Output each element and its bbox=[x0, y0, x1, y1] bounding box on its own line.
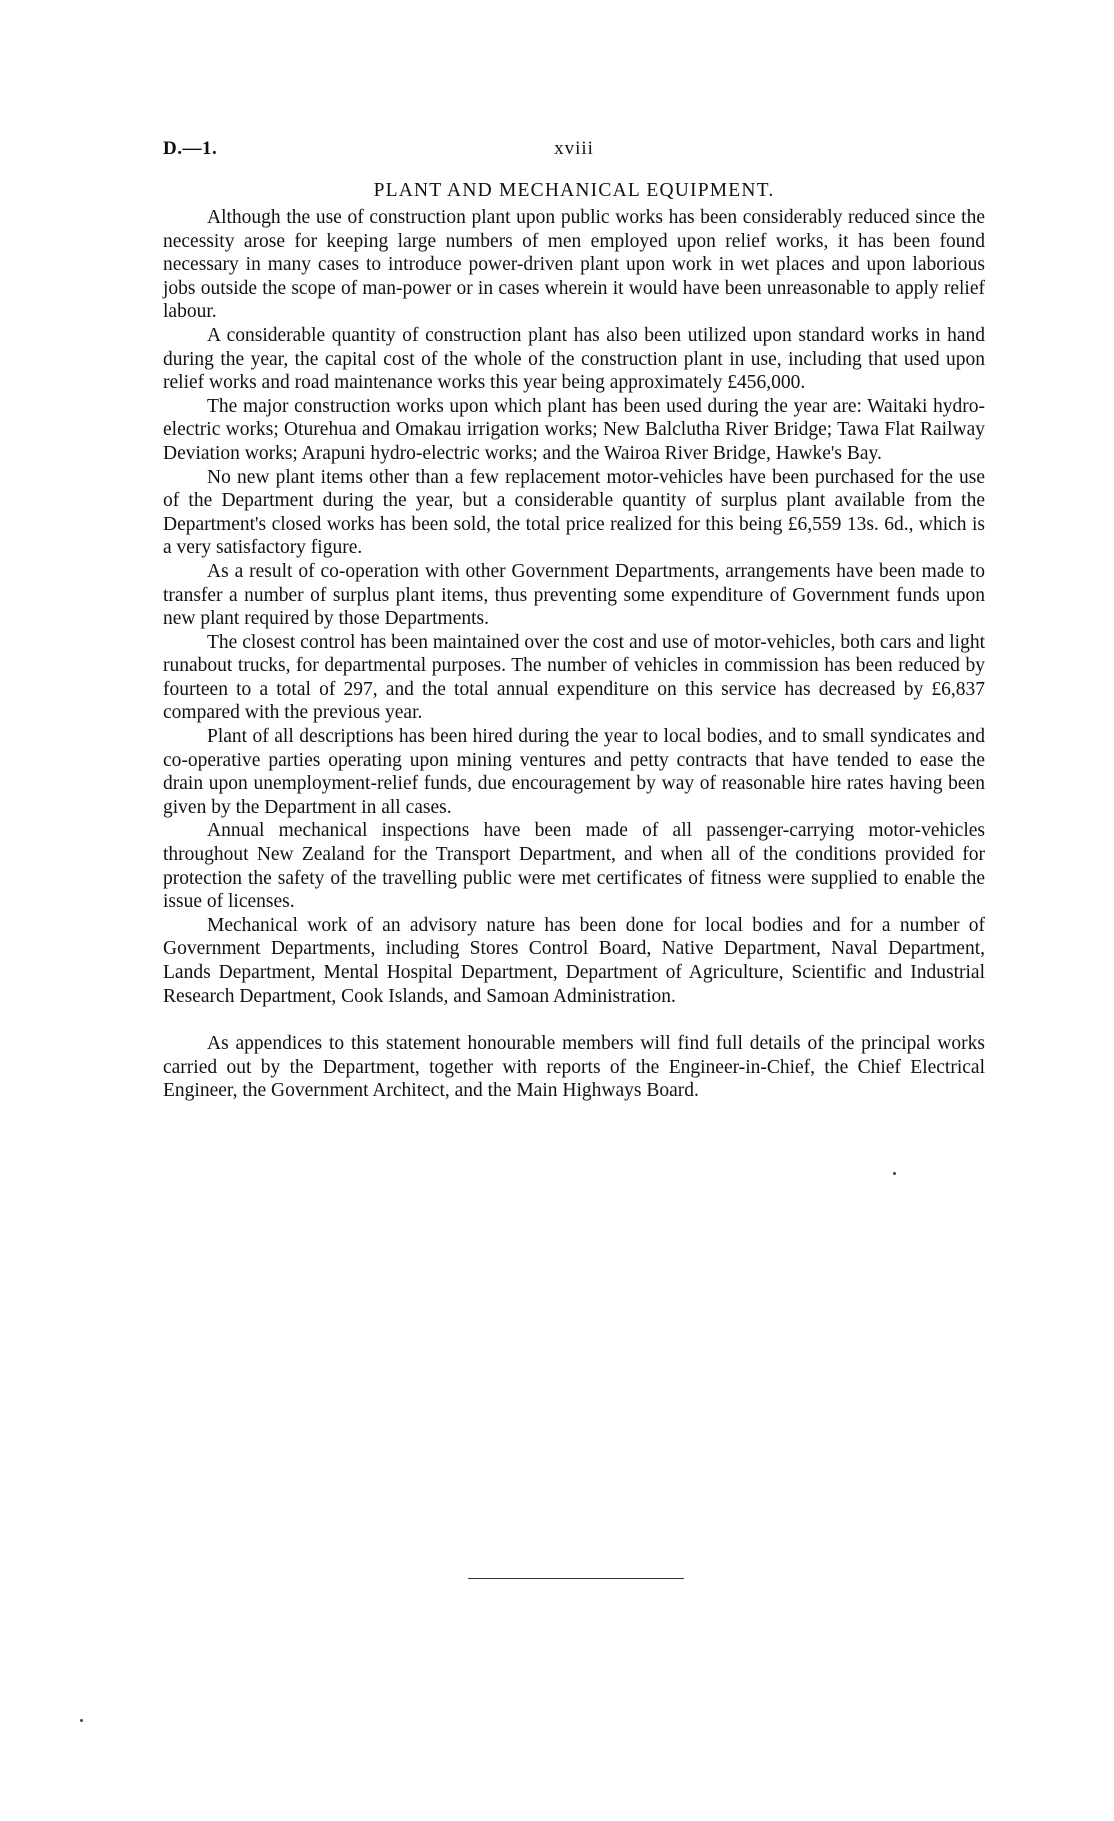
closing-paragraph: As appendices to this statement honourable members will find full details of the principal works carried out by the Department, together with reports of the Engineer-in-Chief, the Chief Electrical Engineer, the Government Architect, and the Main Highways Board. bbox=[163, 1033, 985, 1102]
paragraph-4: No new plant items other than a few replacement motor-vehicles have been purchased for the use of the Department during the year, but a considerable quantity of surplus plant available from the Department's closed works has been sold, the total price realized for this being £6,559 13s. 6d., which is a very satisfactory figure. bbox=[163, 466, 985, 559]
paragraph-3: The major construction works upon which plant has been used during the year are: Waitaki hydro-electric works; Oturehua and Omakau irrigation works; New Balclutha River Bridge; Tawa Flat Railway Deviation works; Arapuni hydro-electric works; and the Wairoa River Bridge, Hawke's Bay. bbox=[163, 395, 985, 464]
paragraph-8: Annual mechanical inspections have been made of all passenger-carrying motor-vehicles throughout New Zealand for the Transport Department, and when all of the conditions provided for protection the safety of the travelling public were met certificates of fitness were supplied to enable the issue of licenses. bbox=[163, 820, 985, 913]
paragraph-7: Plant of all descriptions has been hired during the year to local bodies, and to small syndicates and co-operative parties operating upon mining ventures and petty contracts that have tended to ease the drain upon unemployment-relief funds, due encouragement by way of reasonable hire rates having been given by the Department in all cases. bbox=[163, 726, 985, 818]
document-code: D.—1. bbox=[163, 138, 218, 159]
end-rule bbox=[468, 1578, 684, 1579]
paragraph-6: The closest control has been maintained over the cost and use of motor-vehicles, both cars and light runabout trucks, for departmental purposes. The number of vehicles in commission has been reduced by fourteen to a total of 297, and the total annual expenditure on this service has decreased by £6,837 compared with the previous year. bbox=[163, 631, 985, 724]
ink-speck bbox=[80, 1719, 83, 1722]
paragraph-1: Although the use of construction plant upon public works has been considerably reduced since the necessity arose for keeping large numbers of men employed upon relief works, it has been found necessary in many cases to introduce power-driven plant upon work in wet places and upon laborious jobs outside the scope of man-power or in cases wherein it would have been unreasonable to apply relief labour. bbox=[163, 207, 985, 323]
page-number: xviii bbox=[554, 138, 594, 159]
paragraph-5: As a result of co-operation with other Government Departments, arrangements have been made to transfer a number of surplus plant items, thus preventing some expenditure of Government funds upon new plant required by those Departments. bbox=[163, 560, 985, 630]
paragraph-2: A considerable quantity of construction plant has also been utilized upon standard works in hand during the year, the capital cost of the whole of the construction plant in use, including that used upon relief works and road maintenance works this year being approximately £456,000. bbox=[163, 324, 985, 394]
page-header bbox=[163, 138, 985, 162]
body-text bbox=[163, 206, 985, 1103]
paragraph-9: Mechanical work of an advisory nature has been done for local bodies and for a number of Government Departments, including Stores Control Board, Native Department, Naval Department, Lands Department, Mental Hospital Department, Department of Agriculture, Scientific and Industrial Research Department, Cook Islands, and Samoan Administration. bbox=[163, 914, 985, 1007]
ink-speck bbox=[893, 1172, 896, 1175]
section-heading: PLANT AND MECHANICAL EQUIPMENT. bbox=[373, 180, 775, 201]
